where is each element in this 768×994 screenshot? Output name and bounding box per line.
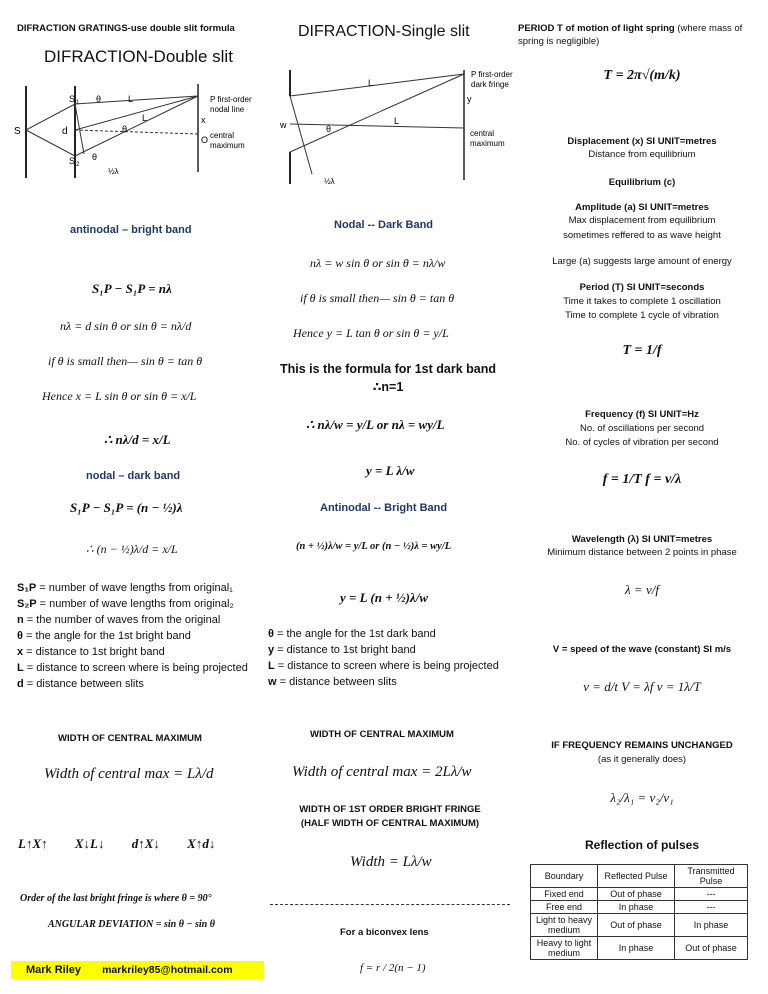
single-definitions (268, 626, 499, 690)
frequency-def-2: No. of cycles of vibration per second (565, 437, 719, 448)
table-header-cell: Transmitted Pulse (675, 865, 748, 888)
def-row: L = distance to screen where is being projected (17, 662, 248, 674)
antinodal-heading: antinodal – bright band (70, 224, 192, 236)
author-name: Mark Riley (26, 964, 82, 976)
def-row: y = distance to 1st bright band (268, 644, 416, 656)
def-row: L = distance to screen where is being projected (268, 660, 499, 672)
label-central: central (470, 129, 495, 138)
label-nodal-line: nodal line (210, 105, 245, 114)
label-half-lambda: ½λ (108, 167, 119, 176)
n-equals-one: ∴n=1 (372, 380, 404, 394)
arrow-rel-4: X↑d↓ (187, 836, 216, 851)
table-row (531, 901, 748, 914)
table-row (531, 937, 748, 960)
wavelength-def: Minimum distance between 2 points in phase (547, 547, 737, 558)
wavelength-heading: Wavelength (λ) SI UNIT=metres (571, 534, 713, 545)
table-cell: In phase (675, 914, 748, 937)
lens-eq: f = r / 2(n − 1) (360, 962, 426, 974)
table-cell: Fixed end (531, 888, 598, 901)
table-cell: In phase (598, 937, 675, 960)
label-central: central (210, 131, 235, 140)
label-s1-sub: 1 (76, 100, 80, 106)
period-def-1: Time it takes to complete 1 oscillation (563, 296, 721, 307)
label-w: w (280, 120, 287, 130)
table-header-row (531, 865, 748, 888)
label-maximum: maximum (210, 141, 245, 150)
label-l-top: L (368, 78, 374, 88)
displacement-heading: Displacement (x) SI UNIT=metres (567, 136, 717, 147)
table-header-cell: Boundary (531, 865, 598, 888)
label-y: y (467, 94, 472, 104)
def-row: θ = the angle for the 1st bright band (17, 630, 191, 642)
period-spring-eq: T = 2π√(m/k) (603, 68, 681, 83)
label-maximum: maximum (470, 139, 505, 148)
biconvex-heading: For a biconvex lens (340, 927, 429, 938)
def-row: x = distance to 1st bright band (17, 646, 165, 658)
label-s: S (14, 126, 21, 137)
double-width-heading: WIDTH OF CENTRAL MAXIMUM (58, 733, 202, 744)
label-s1: S (69, 94, 76, 104)
label-s2-sub: 2 (76, 162, 80, 168)
frequency-eq: f = 1/T f = v/λ (602, 472, 682, 487)
single-width-heading: WIDTH OF CENTRAL MAXIMUM (310, 729, 454, 740)
single-eq-therefore: ∴ nλ/w = y/L or nλ = wy/L (306, 417, 445, 432)
period-heading: Period (T) SI UNIT=seconds (579, 282, 705, 293)
def-row: d = distance between slits (17, 678, 144, 690)
label-x: x (201, 115, 206, 125)
frequency-def-1: No. of oscillations per second (579, 423, 705, 434)
first-dark-band-note: This is the formula for 1st dark band (279, 362, 496, 376)
table-row (531, 914, 748, 937)
divider (270, 904, 510, 905)
amplitude-note: Large (a) suggests large amount of energy (552, 256, 732, 267)
label-d: d (62, 126, 68, 137)
single-width-eq: Width of central max = 2Lλ/w (292, 764, 472, 780)
displacement-def: Distance from equilibrium (588, 149, 696, 160)
double-definitions (17, 580, 248, 692)
freq-unchanged-heading: IF FREQUENCY REMAINS UNCHANGED (551, 740, 733, 751)
author-banner (11, 961, 264, 979)
amplitude-def-2: sometimes reffered to as wave height (563, 230, 721, 241)
label-p-first-order: P first-order (210, 95, 252, 104)
label-p-first-order: P first-order (471, 70, 513, 79)
double-width-eq: Width of central max = Lλ/d (44, 766, 214, 782)
double-eq-therefore: ∴ nλ/d = x/L (104, 432, 171, 447)
label-l-mid: L (394, 116, 400, 126)
label-l-mid: L (142, 113, 148, 123)
table-cell: Heavy to light medium (531, 937, 598, 960)
first-order-width-eq: Width = Lλ/w (350, 854, 432, 870)
frequency-heading: Frequency (f) SI UNIT=Hz (585, 409, 699, 420)
table-cell: In phase (598, 901, 675, 914)
period-spring-heading: PERIOD T of motion of light spring (518, 23, 675, 34)
arrow-relations (18, 836, 215, 852)
single-eq-y: y = L λ/w (366, 463, 415, 478)
single-nodal-heading: Nodal -- Dark Band (334, 219, 434, 231)
period-def-2: Time to complete 1 cycle of vibration (565, 310, 719, 321)
first-order-subheading: (HALF WIDTH OF CENTRAL MAXIMUM) (300, 818, 480, 829)
label-theta: θ (326, 124, 332, 134)
label-theta-bottom: θ (92, 152, 98, 162)
table-cell: --- (675, 888, 748, 901)
label-theta-top: θ (96, 94, 102, 104)
author-email: markriley85@hotmail.com (102, 964, 233, 976)
label-lambda: ½λ (324, 177, 335, 186)
label-s2: S (69, 156, 76, 166)
table-cell: Out of phase (675, 937, 748, 960)
reflection-heading: Reflection of pulses (584, 838, 700, 852)
single-eq-sin: nλ = w sin θ or sin θ = nλ/w (310, 256, 446, 270)
period-spring-note: (where mass of spring is negligible) (518, 23, 743, 47)
single-eq-bright-y: y = L (n + ½)λ/w (340, 590, 428, 605)
arrow-rel-3: d↑X↓ (131, 836, 160, 851)
single-eq-hence: Hence y = L tan θ or sin θ = y/L (293, 326, 449, 340)
amplitude-def-1: Max displacement from equilibrium (568, 215, 716, 226)
def-row: S₁P = number of wave lengths from original₁ (17, 582, 233, 594)
single-slit-diagram (278, 66, 518, 188)
table-row (531, 888, 748, 901)
speed-heading: V = speed of the wave (constant) SI m/s (552, 644, 732, 655)
label-dark-fringe: dark fringe (471, 80, 509, 89)
single-slit-title: DIFRACTION-Single slit (298, 23, 470, 40)
last-fringe-note: Order of the last bright fringe is where θ = 90° (20, 893, 212, 904)
period-spring-block (518, 22, 766, 48)
table-cell: --- (675, 901, 748, 914)
table-cell: Light to heavy medium (531, 914, 598, 937)
def-row: w = distance between slits (268, 676, 397, 688)
freq-unchanged-note: (as it generally does) (597, 754, 687, 765)
label-l-top: L (128, 94, 134, 104)
wavelength-eq: λ = v/f (625, 582, 659, 597)
single-eq-small-angle: if θ is small then— sin θ = tan θ (300, 291, 455, 305)
double-eq-hence: Hence x = L sin θ or sin θ = x/L (42, 389, 197, 403)
single-eq-bright: (n + ½)λ/w = y/L or (n − ½)λ = wy/L (296, 541, 452, 552)
table-cell: Free end (531, 901, 598, 914)
double-eq-path-difference: S₁P − S₁P = nλ (92, 281, 172, 296)
label-theta-mid: θ (122, 124, 128, 134)
equilibrium-heading: Equilibrium (c) (608, 177, 676, 188)
def-row: S₂P = number of wave lengths from original₂ (17, 598, 234, 610)
def-row: θ = the angle for the 1st dark band (268, 628, 436, 640)
ratio-eq: λ₂/λ₁ = v₂/v₁ (610, 790, 674, 805)
label-o: O (201, 135, 209, 145)
table-cell: Out of phase (598, 888, 675, 901)
double-slit-title: DIFRACTION-Double slit (44, 47, 233, 66)
arrow-rel-2: X↓L↓ (74, 836, 105, 851)
table-header-cell: Reflected Pulse (598, 865, 675, 888)
period-eq: T = 1/f (622, 343, 662, 358)
double-slit-diagram (12, 82, 262, 182)
angular-deviation: ANGULAR DEVIATION = sin θ − sin θ (48, 919, 215, 930)
def-row: n = the number of waves from the original (17, 614, 221, 626)
double-eq-sin: nλ = d sin θ or sin θ = nλ/d (60, 319, 192, 333)
arrow-rel-1: L↑X↑ (18, 836, 48, 851)
double-eq-nodal-ratio: ∴ (n − ½)λ/d = x/L (86, 542, 178, 556)
double-eq-nodal-path: S₁P − S₁P = (n − ½)λ (70, 500, 183, 515)
first-order-heading: WIDTH OF 1ST ORDER BRIGHT FRINGE (299, 804, 481, 815)
amplitude-heading: Amplitude (a) SI UNIT=metres (575, 202, 709, 213)
double-eq-small-angle: if θ is small then— sin θ = tan θ (48, 354, 203, 368)
table-cell: Out of phase (598, 914, 675, 937)
gratings-note: DIFRACTION GRATINGS-use double slit formula (17, 23, 235, 34)
speed-eq: v = d/t V = λf v = 1λ/T (583, 679, 701, 694)
nodal-heading: nodal – dark band (86, 470, 181, 482)
single-antinodal-heading: Antinodal -- Bright Band (320, 502, 448, 514)
reflection-table (530, 864, 748, 960)
